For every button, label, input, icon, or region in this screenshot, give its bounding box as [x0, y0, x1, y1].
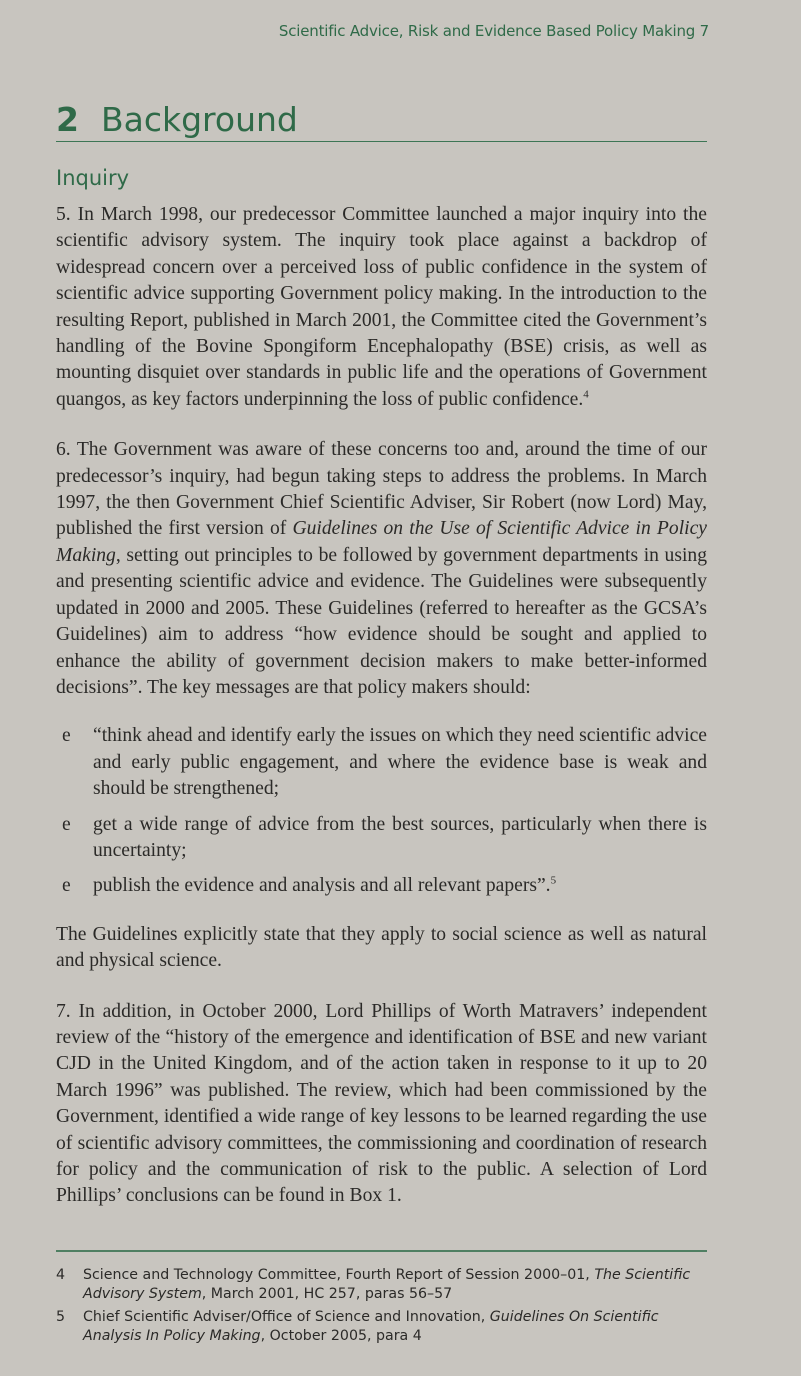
paragraph-6	[56, 437, 707, 701]
paragraph-text: , setting out principles to be followed by government departments in using and presenting scientific advice and evidence. The Guidelines were subsequently updated in 2000 and 2005. These Guidelines (referred to hereafter as the GCSA’s Guidelines) aim to address “how evidence should be sought and applied to enhance the ability of government decision makers to make better-informed decisions”. The key messages are that policy makers should:	[56, 544, 707, 698]
footnote-text: , October 2005, para 4	[260, 1327, 422, 1344]
footnote-ref: 4	[583, 388, 589, 401]
paragraph-text: 5. In March 1998, our predecessor Committee launched a major inquiry into the scientific advisory system. The inquiry took place against a backdrop of widespread concern over a perceived loss of public confidence in the system of scientific advice supporting Government policy making. In the introduction to the resulting Report, published in March 2001, the Committee cited the Government’s handling of the Bovine Spongiform Encephalopathy (BSE) crisis, as well as mounting disquiet over standards in public life and the operations of Government quangos, as key factors underpinning the loss of public confidence.	[56, 204, 707, 410]
list-item	[56, 873, 707, 899]
paragraph-7: 7. In addition, in October 2000, Lord Phillips of Worth Matravers’ independent review of the “history of the emergence and identification of BSE and new variant CJD in the United Kingdom, and of the action taken in response to it up to 20 March 1996” was published. The review, which had been commissioned by the Government, identified a wide range of key lessons to be learned regarding the use of scientific advisory committees, the commissioning and coordination of research for policy and the communication of risk to the public. A selection of Lord Phillips’ conclusions can be found in Box 1.	[56, 1000, 707, 1207]
section-heading: Inquiry	[56, 166, 130, 190]
list-item-text: “think ahead and identify early the issues on which they need scientific advice and early public engagement, and where the evidence base is weak and should be strengthened;	[93, 725, 707, 800]
chapter-number: 2	[56, 100, 79, 139]
footnote	[56, 1266, 716, 1304]
footnote-number: 5	[56, 1308, 66, 1325]
footnote-text: Chief Scientific Adviser/Office of Science and Innovation,	[83, 1308, 490, 1325]
footnote	[56, 1308, 716, 1346]
bullet-marker: e	[62, 813, 71, 835]
footnote-ref: 5	[550, 874, 557, 887]
page-content	[56, 0, 707, 1376]
footnote-text: , March 2001, HC 257, paras 56–57	[201, 1285, 453, 1302]
list-item-text: publish the evidence and analysis and all relevant papers”.	[93, 875, 551, 897]
paragraph-6-continued: The Guidelines explicitly state that they apply to social science as well as natural and physical science.	[56, 923, 707, 972]
footnote-divider	[56, 1250, 707, 1252]
list-item-text: get a wide range of advice from the best sources, particularly when there is uncertainty;	[93, 813, 707, 861]
bullet-marker: e	[62, 725, 71, 747]
paragraph-5	[56, 202, 707, 413]
footnote-number: 4	[56, 1266, 66, 1283]
chapter-heading	[56, 100, 707, 142]
guidelines-title: Guidelines on the Use of Scientific Advice in Policy Making	[56, 518, 707, 566]
footnote-title: The Scientific Advisory System	[83, 1266, 691, 1302]
bullet-marker: e	[62, 875, 71, 897]
footnote-text: Science and Technology Committee, Fourth Report of Session 2000–01,	[83, 1266, 595, 1283]
list-item	[56, 723, 707, 802]
chapter-title: Background	[100, 100, 298, 139]
list-item	[56, 812, 707, 865]
footnote-title: Guidelines On Scientific Analysis In Policy Making	[83, 1308, 659, 1344]
running-header: Scientific Advice, Risk and Evidence Based Policy Making 7	[278, 22, 709, 40]
paragraph-text: 6. The Government was aware of these concerns too and, around the time of our predecessor’s inquiry, had begun taking steps to address the problems. In March 1997, the then Government Chief Scientific Adviser, Sir Robert (now Lord) May, published the first version of	[56, 439, 707, 540]
